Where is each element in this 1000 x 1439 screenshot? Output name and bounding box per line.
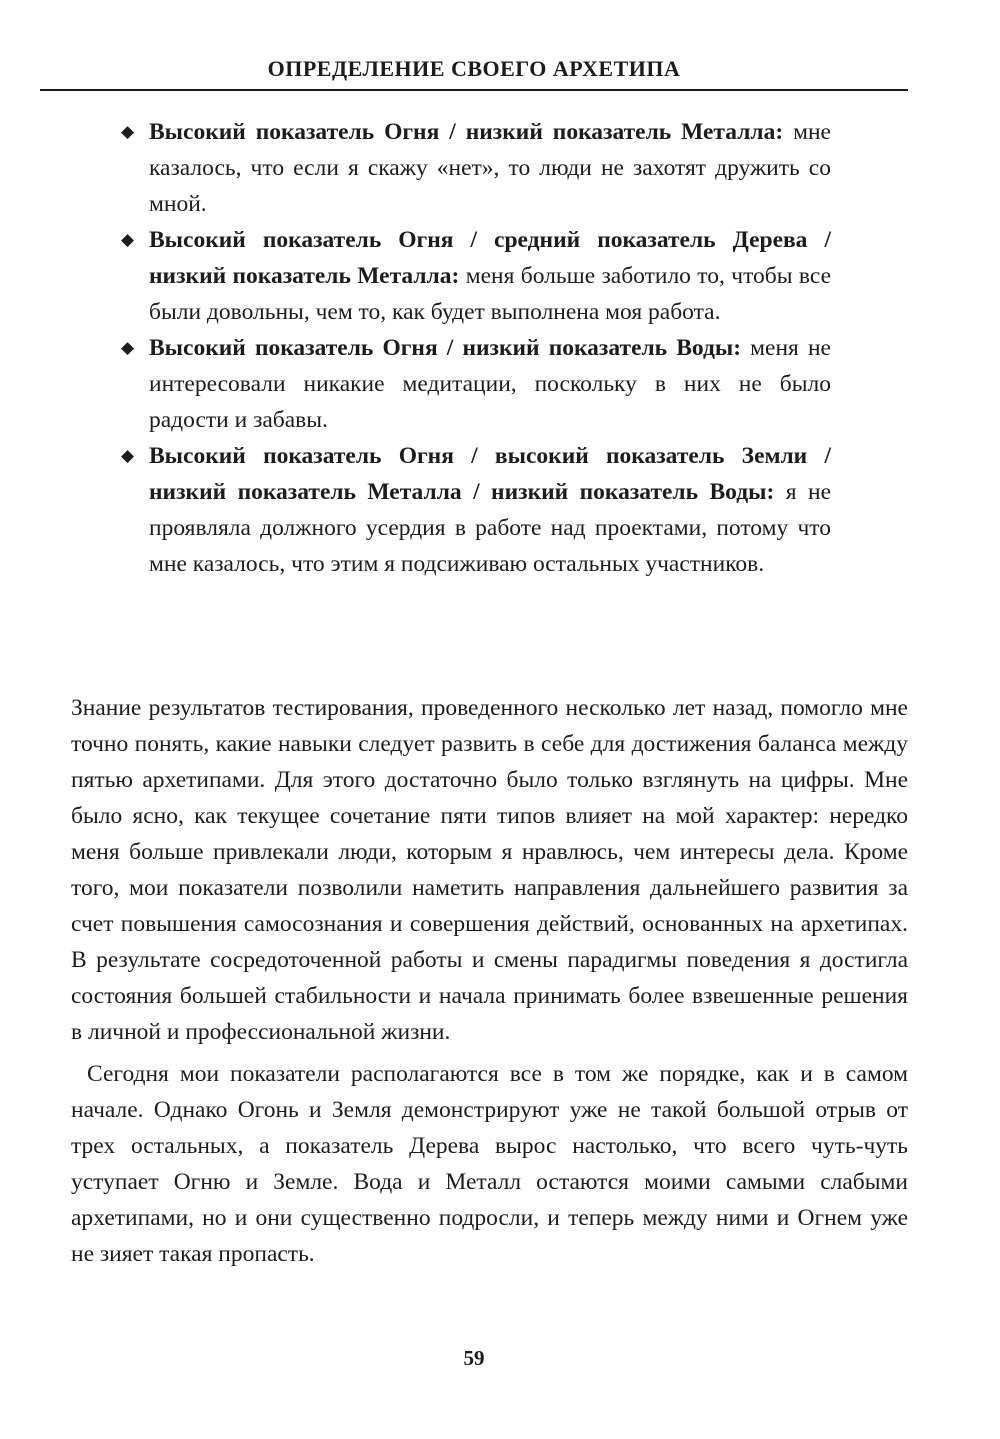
list-item bbox=[119, 114, 831, 222]
list-item bbox=[119, 222, 831, 330]
bullet-text: мне казалось, что если я скажу «нет», то люди не захотят дружить со мной. bbox=[149, 119, 831, 217]
paragraph: Знание результатов тестирования, проведенного несколько лет назад, помогло мне точно понять, какие навыки следует развить в себе для достижения баланса между пятью архетипами. Для этого достаточно было только взглянуть на цифры. Мне было ясно, как текущее сочетание пяти типов влияет на мой характер: нередко меня больше привлекали люди, которым я нравлюсь, чем интересы дела. Кроме того, мои показатели позволили наметить направления дальнейшего развития за счет повышения самосознания и совершения действий, основанных на архетипах. В результате сосредоточенной работы и смены парадигмы поведения я достигла состояния большей стабильности и начала принимать более взвешенные решения в личной и профессиональной жизни. bbox=[71, 695, 908, 1045]
running-header: ОПРЕДЕЛЕНИЕ СВОЕГО АРХЕТИПА bbox=[267, 56, 681, 81]
page-number: 59 bbox=[463, 1346, 485, 1370]
bullet-text: я не проявляла должного усердия в работе над проектами, потому что мне казалось, что этим я подсиживаю остальных участников. bbox=[149, 479, 831, 577]
bullet-text: меня больше заботило то, чтобы все были довольны, чем то, как будет выполнена моя работа. bbox=[149, 263, 832, 325]
diamond-bullet-icon: ◆ bbox=[121, 122, 135, 141]
body-text bbox=[71, 690, 908, 1278]
bullet-lead: Высокий показатель Огня / низкий показатель Воды: bbox=[149, 335, 742, 361]
diamond-bullet-icon: ◆ bbox=[121, 338, 135, 357]
bullet-lead: Высокий показатель Огня / средний показатель Дерева / низкий показатель Металла: bbox=[149, 227, 831, 289]
header-rule bbox=[40, 89, 908, 91]
diamond-bullet-icon: ◆ bbox=[121, 230, 135, 249]
bullet-lead: Высокий показатель Огня / низкий показатель Металла: bbox=[149, 119, 784, 145]
bullet-list bbox=[119, 114, 831, 582]
bullet-text: меня не интересовали никакие медитации, поскольку в них не было радости и забавы. bbox=[149, 335, 831, 433]
diamond-bullet-icon: ◆ bbox=[121, 446, 135, 465]
bullet-lead: Высокий показатель Огня / высокий показатель Земли / низкий показатель Металла / низкий показатель Воды: bbox=[149, 443, 831, 505]
list-item bbox=[119, 438, 831, 582]
paragraph: Сегодня мои показатели располагаются все в том же порядке, как и в самом начале. Однако Огонь и Земля демонстрируют уже не такой большой отрыв от трех остальных, а показатель Дерева вырос настолько, что всего чуть-чуть уступает Огню и Земле. Вода и Металл остаются моими самыми слабыми архетипами, но и они существенно подросли, и теперь между ними и Огнем уже не зияет такая пропасть. bbox=[71, 1061, 908, 1267]
list-item bbox=[119, 330, 831, 438]
